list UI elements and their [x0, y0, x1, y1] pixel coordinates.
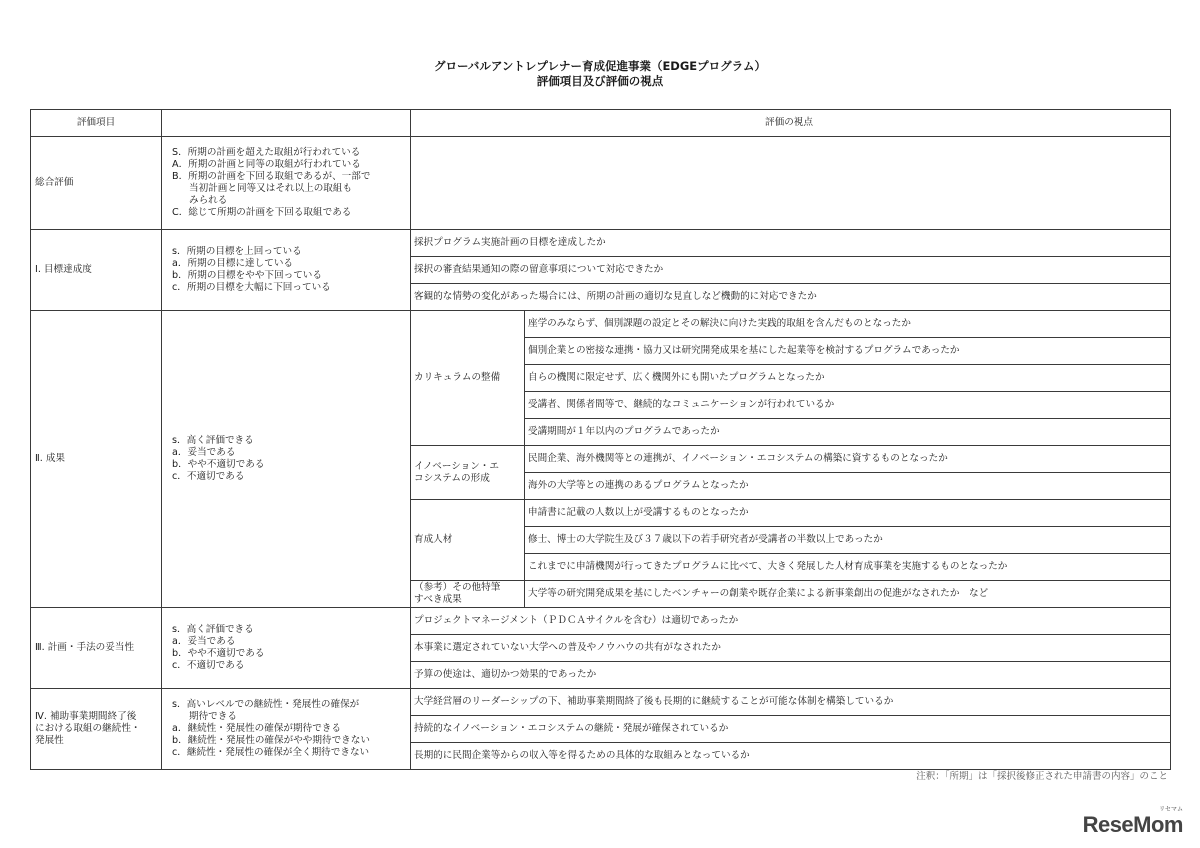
subcategory-label-line: すべき成果 [414, 594, 462, 605]
subcategory-label-line: イノベーション・エ [414, 460, 499, 472]
grade-line: a．妥当である [172, 636, 236, 647]
grade-line: a．妥当である [172, 447, 236, 458]
criterion-cell: 受講者、関係者間等で、継続的なコミュニケーションが行われているか [525, 392, 1171, 419]
footnote: 注釈：「所期」は「採択後修正された申請書の内容」のこと [916, 771, 1168, 782]
criterion-cell: 海外の大学等との連携のあるプログラムとなったか [525, 473, 1171, 500]
grade-line: s．高いレベルでの継続性・発展性の確保が [172, 699, 360, 710]
grade-line: b．やや不適切である [172, 459, 265, 470]
grade-line: C．総じて所期の計画を下回る取組である [172, 207, 352, 218]
header-item: 評価項目 [31, 110, 162, 137]
category-label-line: における取組の継続性・ [35, 723, 141, 734]
criterion-cell: 本事業に選定されていない大学への普及やノウハウの共有がなされたか [411, 635, 1171, 662]
table-row [31, 230, 1171, 257]
criterion-cell: 受講期間が１年以内のプログラムであったか [525, 419, 1171, 446]
grade-line: c．不適切である [172, 471, 245, 482]
grade-line: B．所期の計画を下回る取組であるが、一部で [172, 171, 371, 182]
criterion-cell: 客観的な情勢の変化があった場合には、所期の計画の適切な見直しなど機動的に対応できたか [411, 284, 1171, 311]
grade-line: a．所期の目標に達している [172, 258, 294, 269]
grade-line: S．所期の計画を超えた取組が行われている [172, 147, 361, 158]
table-row [31, 137, 1171, 230]
grade-line: 期待できる [189, 711, 237, 722]
resemom-logo [1082, 807, 1183, 838]
subcategory-innovation-ecosystem [411, 446, 525, 500]
grade-line: b．やや不適切である [172, 648, 265, 659]
grade-line: c．所期の目標を大幅に下回っている [172, 282, 331, 293]
category-goal-achievement: Ⅰ. 目標達成度 [31, 230, 162, 311]
criterion-cell: 採択の審査結果通知の際の留意事項について対応できたか [411, 257, 1171, 284]
grade-line: s．所期の目標を上回っている [172, 246, 302, 257]
criterion-cell: 持続的なイノベーション・エコシステムの継続・発展が確保されているか [411, 716, 1171, 743]
subcategory-label-line: （参考）その他特筆 [414, 582, 501, 593]
title-line-1: グローバルアントレプレナー育成促進事業（EDGEプログラム） [433, 59, 767, 73]
criterion-cell: 自らの機関に限定せず、広く機関外にも開いたプログラムとなったか [525, 365, 1171, 392]
subcategory-other-results [411, 581, 525, 608]
table-header-row [31, 110, 1171, 137]
grade-line: b．所期の目標をやや下回っている [172, 270, 322, 281]
criterion-cell: プロジェクトマネージメント（ＰＤＣＡサイクルを含む）は適切であったか [411, 608, 1171, 635]
grade-line: みられる [189, 195, 228, 206]
criterion-cell: 修士、博士の大学院生及び３７歳以下の若手研究者が受講者の半数以上であったか [525, 527, 1171, 554]
evaluation-table [30, 109, 1171, 770]
criterion-cell: 申請書に記載の人数以上が受講するものとなったか [525, 500, 1171, 527]
criterion-cell: 座学のみならず、個別課題の設定とその解決に向けた実践的取組を含んだものとなったか [525, 311, 1171, 338]
criterion-cell: 長期的に民間企業等からの収入等を得るための具体的な取組みとなっているか [411, 743, 1171, 770]
header-empty [162, 110, 411, 137]
grade-line: c．不適切である [172, 660, 245, 671]
category-plan-validity: Ⅲ. 計画・手法の妥当性 [31, 608, 162, 689]
grade-scale [162, 230, 411, 311]
criterion-cell: これまでに申請機関が行ってきたプログラムに比べて、大きく発展した人材育成事業を実施するものとなったか [525, 554, 1171, 581]
category-results: Ⅱ. 成果 [31, 311, 162, 608]
category-label-line: Ⅳ. 補助事業期間終了後 [35, 711, 137, 722]
title-line-2: 評価項目及び評価の視点 [536, 74, 664, 88]
category-label-line: 発展性 [35, 735, 64, 746]
grade-line: a．継続性・発展性の確保が期待できる [172, 723, 341, 734]
grade-scale [162, 689, 411, 770]
viewpoint-empty [411, 137, 1171, 230]
category-overall: 総合評価 [31, 137, 162, 230]
grade-scale [162, 311, 411, 608]
logo-ruby: リセマム [1159, 807, 1183, 813]
grade-line: b．継続性・発展性の確保がやや期待できない [172, 735, 370, 746]
subcategory-curriculum: カリキュラムの整備 [411, 311, 525, 446]
grade-line: 当初計画と同等又はそれ以上の取組も [189, 183, 353, 194]
criterion-cell: 個別企業との密接な連携・協力又は研究開発成果を基にした起業等を検討するプログラムであったか [525, 338, 1171, 365]
criterion-cell: 予算の使途は、適切かつ効果的であったか [411, 662, 1171, 689]
subcategory-label-line: コシステムの形成 [414, 472, 490, 484]
criterion-cell: 大学等の研究開発成果を基にしたベンチャーの創業や既存企業による新事業創出の促進がなされたか など [525, 581, 1171, 608]
grade-line: s．高く評価できる [172, 624, 254, 635]
grade-line: c．継続性・発展性の確保が全く期待できない [172, 747, 370, 758]
header-viewpoint: 評価の視点 [411, 110, 1171, 137]
document-title [0, 59, 1200, 89]
table-row [31, 311, 1171, 338]
grade-line: A．所期の計画と同等の取組が行われている [172, 159, 361, 170]
grade-scale [162, 137, 411, 230]
grade-scale [162, 608, 411, 689]
criterion-cell: 民間企業、海外機関等との連携が、イノベーション・エコシステムの構築に資するものとなったか [525, 446, 1171, 473]
table-row [31, 608, 1171, 635]
table-row [31, 689, 1171, 716]
criterion-cell: 採択プログラム実施計画の目標を達成したか [411, 230, 1171, 257]
subcategory-talent: 育成人材 [411, 500, 525, 581]
grade-line: s．高く評価できる [172, 435, 254, 446]
criterion-cell: 大学経営層のリーダーシップの下、補助事業期間終了後も長期的に継続することが可能な体制を構築しているか [411, 689, 1171, 716]
logo-text: ReseMom [1082, 812, 1183, 837]
category-sustainability [31, 689, 162, 770]
